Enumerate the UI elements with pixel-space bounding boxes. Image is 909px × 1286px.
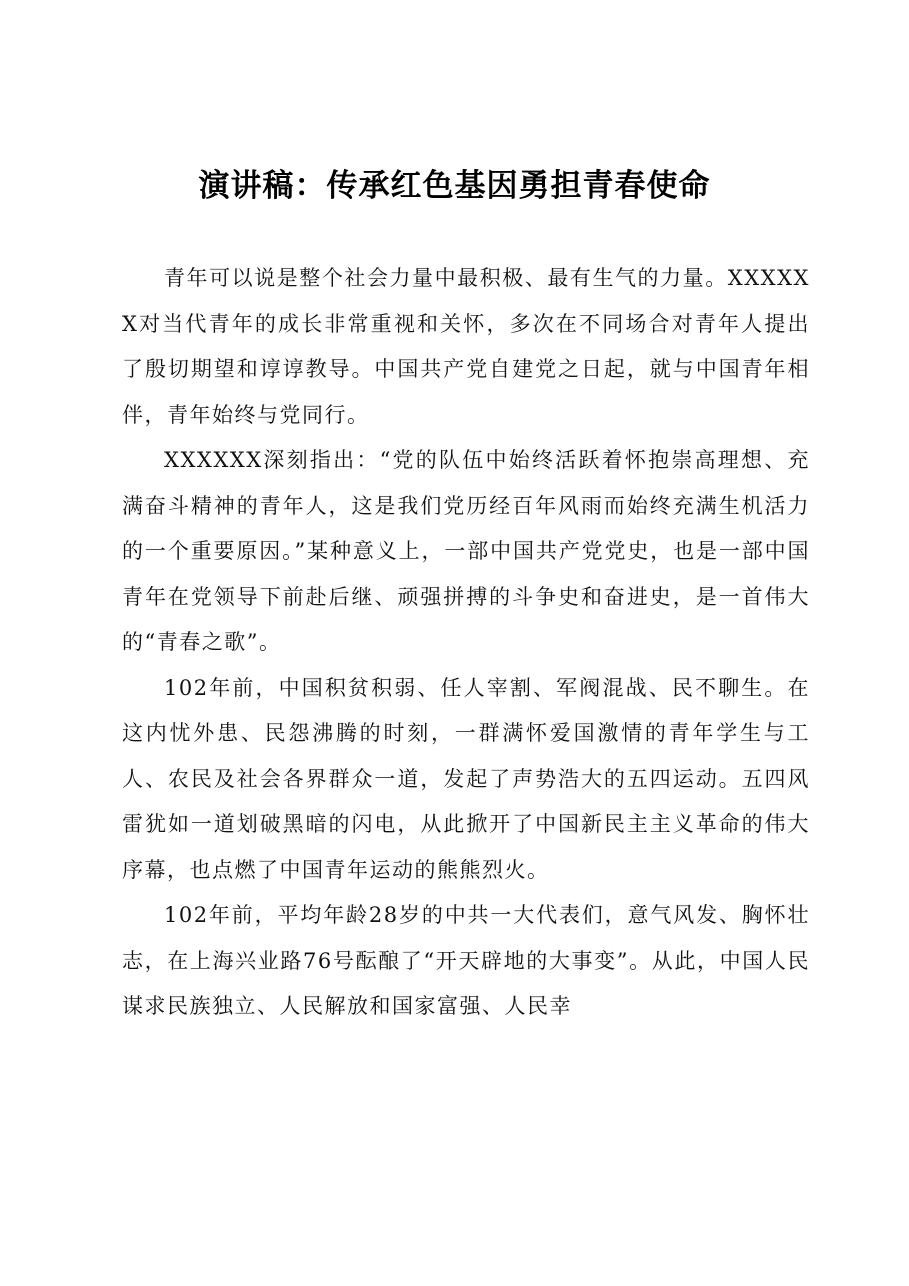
paragraph-1: 青年可以说是整个社会力量中最积极、最有生气的力量。XXXXXX对当代青年的成长非常重视和关怀，多次在不同场合对青年人提出了殷切期望和谆谆教导。中国共产党自建党之日起，就与中国青年相伴，青年始终与党同行。 — [122, 266, 810, 427]
document-body — [122, 256, 810, 1030]
paragraph-4: 102年前，平均年龄28岁的中共一大代表们，意气风发、胸怀壮志，在上海兴业路76号酝酿了“开天辟地的大事变”。从此，中国人民谋求民族独立、人民解放和国家富强、人民幸 — [122, 903, 810, 1018]
paragraph-3: 102年前，中国积贫积弱、任人宰割、军阀混战、民不聊生。在这内忧外患、民怨沸腾的时刻，一群满怀爱国激情的青年学生与工人、农民及社会各界群众一道，发起了声势浩大的五四运动。五四风雷犹如一道划破黑暗的闪电，从此掀开了中国新民主主义革命的伟大序幕，也点燃了中国青年运动的熊熊烈火。 — [122, 675, 810, 882]
paragraph-2: XXXXXX深刻指出：“党的队伍中始终活跃着怀抱崇高理想、充满奋斗精神的青年人，这是我们党历经百年风雨而始终充满生机活力的一个重要原因。”某种意义上，一部中国共产党党史，也是一部中国青年在党领导下前赴后继、顽强拼搏的斗争史和奋进史，是一首伟大的“青春之歌”。 — [122, 448, 810, 654]
document-title: 演讲稿：传承红色基因勇担青春使命 — [198, 168, 711, 204]
